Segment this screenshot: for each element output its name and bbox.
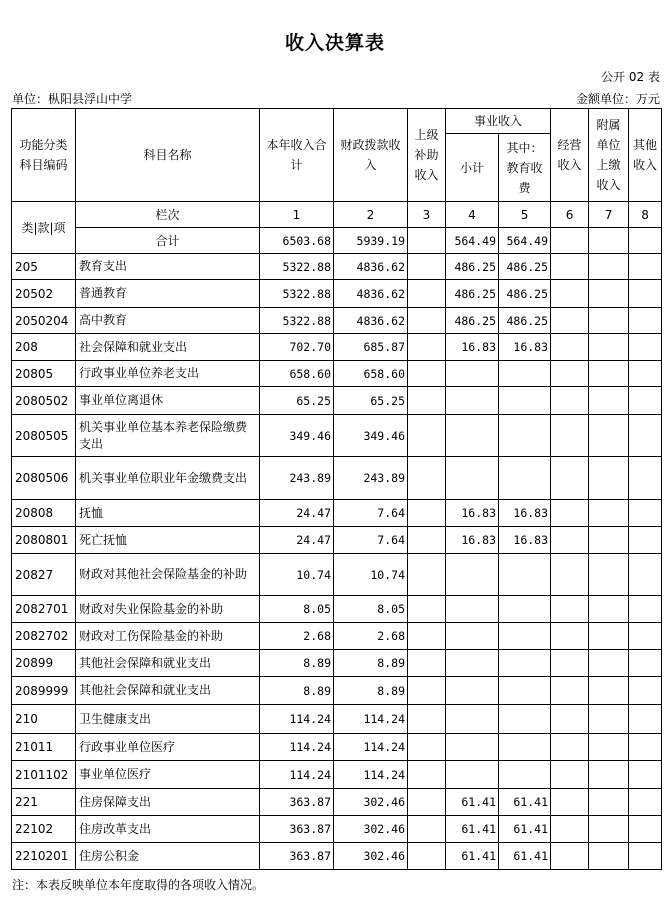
table-row (12, 843, 662, 870)
cell-edu: 16.83 (499, 527, 551, 554)
cell-edu: 61.41 (499, 843, 551, 870)
cell-edu: 16.83 (499, 500, 551, 527)
total-other (629, 228, 662, 254)
total-affiliated (589, 228, 629, 254)
cell-fiscal: 349.46 (334, 415, 408, 457)
cell-affiliated (589, 734, 629, 761)
cell-superior (408, 705, 446, 734)
cell-edu (499, 361, 551, 387)
cell-superior (408, 361, 446, 387)
cell-other (629, 554, 662, 596)
cell-code: 2080502 (12, 387, 76, 415)
cell-total: 363.87 (260, 843, 334, 870)
cell-affiliated (589, 254, 629, 280)
total-label: 合计 (76, 228, 260, 254)
cell-name: 其他社会保障和就业支出 (76, 677, 260, 705)
cell-total: 5322.88 (260, 254, 334, 280)
header-affiliated: 附属单位上缴收入 (589, 109, 629, 202)
total-fiscal: 5939.19 (334, 228, 408, 254)
cell-subtotal (446, 677, 499, 705)
cell-code: 20808 (12, 500, 76, 527)
cell-edu (499, 387, 551, 415)
cell-total: 114.24 (260, 761, 334, 789)
cell-superior (408, 387, 446, 415)
table-row (12, 334, 662, 361)
cell-operating (551, 677, 589, 705)
header-business-edu: 其中：教育收费 (499, 134, 551, 202)
cell-other (629, 623, 662, 650)
cell-total: 65.25 (260, 387, 334, 415)
cell-fiscal: 685.87 (334, 334, 408, 361)
table-row (12, 789, 662, 816)
cell-edu (499, 677, 551, 705)
cell-other (629, 596, 662, 623)
cell-edu (499, 761, 551, 789)
cell-edu: 486.25 (499, 280, 551, 308)
cell-superior (408, 734, 446, 761)
cell-edu: 16.83 (499, 334, 551, 361)
cell-name: 住房保障支出 (76, 789, 260, 816)
column-number: 2 (334, 202, 408, 228)
cell-superior (408, 280, 446, 308)
cell-other (629, 677, 662, 705)
cell-superior (408, 500, 446, 527)
total-superior (408, 228, 446, 254)
cell-subtotal: 16.83 (446, 500, 499, 527)
column-number: 8 (629, 202, 662, 228)
cell-code: 2082701 (12, 596, 76, 623)
cell-code: 2210201 (12, 843, 76, 870)
cell-superior (408, 650, 446, 677)
cell-operating (551, 761, 589, 789)
cell-fiscal: 7.64 (334, 500, 408, 527)
header-business-group: 事业收入 (446, 109, 551, 134)
table-row (12, 650, 662, 677)
cell-total: 363.87 (260, 789, 334, 816)
cell-code: 2101102 (12, 761, 76, 789)
cell-total: 658.60 (260, 361, 334, 387)
cell-total: 5322.88 (260, 280, 334, 308)
form-number: 公开 02 表 (601, 70, 660, 84)
cell-code: 210 (12, 705, 76, 734)
table-row (12, 527, 662, 554)
cell-affiliated (589, 677, 629, 705)
cell-edu (499, 650, 551, 677)
cell-fiscal: 8.89 (334, 650, 408, 677)
cell-subtotal (446, 734, 499, 761)
cell-superior (408, 816, 446, 843)
cell-superior (408, 308, 446, 334)
cell-code: 21011 (12, 734, 76, 761)
cell-name: 住房公积金 (76, 843, 260, 870)
cell-code: 221 (12, 789, 76, 816)
page-title: 收入决算表 (284, 32, 385, 54)
cell-affiliated (589, 554, 629, 596)
cell-other (629, 843, 662, 870)
cell-total: 8.05 (260, 596, 334, 623)
total-operating (551, 228, 589, 254)
cell-fiscal: 4836.62 (334, 280, 408, 308)
cell-affiliated (589, 623, 629, 650)
table-row (12, 596, 662, 623)
column-index-label: 栏次 (76, 202, 260, 228)
cell-name: 机关事业单位基本养老保险缴费支出 (76, 415, 260, 457)
cell-other (629, 761, 662, 789)
column-number: 6 (551, 202, 589, 228)
table-row (12, 254, 662, 280)
cell-other (629, 457, 662, 500)
table-row (12, 361, 662, 387)
cell-name: 财政对失业保险基金的补助 (76, 596, 260, 623)
column-number: 5 (499, 202, 551, 228)
cell-other (629, 500, 662, 527)
cell-name: 行政事业单位养老支出 (76, 361, 260, 387)
cell-fiscal: 4836.62 (334, 254, 408, 280)
cell-total: 243.89 (260, 457, 334, 500)
cell-affiliated (589, 789, 629, 816)
cell-subtotal (446, 361, 499, 387)
cell-affiliated (589, 387, 629, 415)
cell-operating (551, 308, 589, 334)
cell-operating (551, 415, 589, 457)
cell-subtotal: 486.25 (446, 308, 499, 334)
cell-other (629, 415, 662, 457)
cell-name: 事业单位医疗 (76, 761, 260, 789)
cell-subtotal: 486.25 (446, 254, 499, 280)
table-row (12, 500, 662, 527)
cell-operating (551, 254, 589, 280)
cell-subtotal (446, 457, 499, 500)
cell-total: 24.47 (260, 500, 334, 527)
table-row (12, 280, 662, 308)
cell-operating (551, 816, 589, 843)
cell-edu (499, 554, 551, 596)
cell-other (629, 734, 662, 761)
cell-total: 363.87 (260, 816, 334, 843)
cell-name: 教育支出 (76, 254, 260, 280)
cell-operating (551, 789, 589, 816)
total-total: 6503.68 (260, 228, 334, 254)
cell-affiliated (589, 457, 629, 500)
cell-operating (551, 650, 589, 677)
table-row (12, 308, 662, 334)
cell-superior (408, 843, 446, 870)
cell-other (629, 280, 662, 308)
cell-edu: 61.41 (499, 816, 551, 843)
cell-code: 205 (12, 254, 76, 280)
cell-name: 死亡抚恤 (76, 527, 260, 554)
cell-superior (408, 677, 446, 705)
cell-superior (408, 623, 446, 650)
cell-fiscal: 302.46 (334, 789, 408, 816)
cell-total: 349.46 (260, 415, 334, 457)
cell-superior (408, 415, 446, 457)
cell-edu (499, 623, 551, 650)
cell-code: 20502 (12, 280, 76, 308)
cell-affiliated (589, 527, 629, 554)
cell-other (629, 527, 662, 554)
column-number: 7 (589, 202, 629, 228)
cell-subtotal (446, 596, 499, 623)
cell-name: 社会保障和就业支出 (76, 334, 260, 361)
header-fiscal: 财政拨款收入 (334, 109, 408, 202)
cell-subtotal (446, 387, 499, 415)
cell-fiscal: 243.89 (334, 457, 408, 500)
cell-total: 5322.88 (260, 308, 334, 334)
cell-affiliated (589, 308, 629, 334)
footnote: 注：本表反映单位本年度取得的各项收入情况。 (12, 878, 265, 892)
cell-subtotal: 16.83 (446, 334, 499, 361)
cell-code: 2080801 (12, 527, 76, 554)
unit-label: 单位：枞阳县浮山中学 (12, 92, 133, 106)
table-row (12, 623, 662, 650)
table-row (12, 677, 662, 705)
income-table (11, 108, 662, 870)
cell-operating (551, 527, 589, 554)
cell-superior (408, 457, 446, 500)
cell-superior (408, 254, 446, 280)
table-row (12, 734, 662, 761)
cell-operating (551, 334, 589, 361)
cell-code: 2082702 (12, 623, 76, 650)
cell-fiscal: 658.60 (334, 361, 408, 387)
cell-name: 抚恤 (76, 500, 260, 527)
table-row (12, 554, 662, 596)
cell-fiscal: 302.46 (334, 843, 408, 870)
cell-operating (551, 387, 589, 415)
table-row (12, 816, 662, 843)
cell-other (629, 387, 662, 415)
cell-subtotal: 61.41 (446, 843, 499, 870)
header-business-subtotal: 小计 (446, 134, 499, 202)
lei-kuan-xiang-label: 类|款|项 (12, 202, 76, 254)
cell-name: 卫生健康支出 (76, 705, 260, 734)
cell-total: 702.70 (260, 334, 334, 361)
cell-fiscal: 4836.62 (334, 308, 408, 334)
cell-name: 机关事业单位职业年金缴费支出 (76, 457, 260, 500)
cell-other (629, 254, 662, 280)
cell-code: 20805 (12, 361, 76, 387)
cell-affiliated (589, 334, 629, 361)
cell-edu (499, 457, 551, 500)
cell-code: 208 (12, 334, 76, 361)
cell-subtotal (446, 650, 499, 677)
cell-fiscal: 114.24 (334, 761, 408, 789)
header-other: 其他收入 (629, 109, 662, 202)
cell-affiliated (589, 280, 629, 308)
cell-subtotal (446, 761, 499, 789)
table-row (12, 761, 662, 789)
cell-total: 8.89 (260, 650, 334, 677)
cell-affiliated (589, 596, 629, 623)
cell-superior (408, 789, 446, 816)
cell-fiscal: 114.24 (334, 705, 408, 734)
cell-operating (551, 361, 589, 387)
cell-subtotal: 16.83 (446, 527, 499, 554)
cell-other (629, 308, 662, 334)
cell-edu: 486.25 (499, 254, 551, 280)
cell-fiscal: 8.89 (334, 677, 408, 705)
cell-edu (499, 734, 551, 761)
cell-affiliated (589, 761, 629, 789)
cell-superior (408, 334, 446, 361)
cell-affiliated (589, 361, 629, 387)
cell-fiscal: 8.05 (334, 596, 408, 623)
cell-other (629, 816, 662, 843)
total-row (12, 228, 662, 254)
cell-operating (551, 457, 589, 500)
cell-fiscal: 114.24 (334, 734, 408, 761)
cell-affiliated (589, 415, 629, 457)
header-operating: 经营收入 (551, 109, 589, 202)
cell-code: 22102 (12, 816, 76, 843)
cell-operating (551, 280, 589, 308)
cell-total: 10.74 (260, 554, 334, 596)
cell-total: 24.47 (260, 527, 334, 554)
cell-operating (551, 705, 589, 734)
cell-subtotal (446, 554, 499, 596)
cell-operating (551, 734, 589, 761)
cell-name: 住房改革支出 (76, 816, 260, 843)
cell-other (629, 789, 662, 816)
cell-other (629, 705, 662, 734)
header-total: 本年收入合计 (260, 109, 334, 202)
cell-affiliated (589, 843, 629, 870)
cell-name: 行政事业单位医疗 (76, 734, 260, 761)
cell-subtotal: 486.25 (446, 280, 499, 308)
cell-code: 20827 (12, 554, 76, 596)
total-subtotal: 564.49 (446, 228, 499, 254)
cell-affiliated (589, 705, 629, 734)
cell-edu: 486.25 (499, 308, 551, 334)
header-superior: 上级补助收入 (408, 109, 446, 202)
cell-name: 财政对工伤保险基金的补助 (76, 623, 260, 650)
cell-code: 2080505 (12, 415, 76, 457)
cell-subtotal (446, 415, 499, 457)
cell-name: 事业单位离退休 (76, 387, 260, 415)
cell-total: 114.24 (260, 705, 334, 734)
cell-edu (499, 415, 551, 457)
column-number: 4 (446, 202, 499, 228)
cell-total: 2.68 (260, 623, 334, 650)
cell-operating (551, 500, 589, 527)
cell-affiliated (589, 650, 629, 677)
cell-affiliated (589, 816, 629, 843)
cell-operating (551, 843, 589, 870)
cell-fiscal: 65.25 (334, 387, 408, 415)
cell-name: 普通教育 (76, 280, 260, 308)
cell-superior (408, 554, 446, 596)
header-func-code: 功能分类科目编码 (12, 109, 76, 202)
cell-code: 20899 (12, 650, 76, 677)
cell-operating (551, 554, 589, 596)
table-row (12, 457, 662, 500)
table-row (12, 705, 662, 734)
cell-other (629, 361, 662, 387)
cell-superior (408, 761, 446, 789)
cell-name: 其他社会保障和就业支出 (76, 650, 260, 677)
cell-total: 8.89 (260, 677, 334, 705)
cell-superior (408, 596, 446, 623)
cell-subtotal: 61.41 (446, 789, 499, 816)
cell-other (629, 334, 662, 361)
cell-subtotal (446, 705, 499, 734)
cell-code: 2089999 (12, 677, 76, 705)
cell-subtotal: 61.41 (446, 816, 499, 843)
cell-operating (551, 623, 589, 650)
table-row (12, 415, 662, 457)
header-subject-name: 科目名称 (76, 109, 260, 202)
cell-superior (408, 527, 446, 554)
cell-fiscal: 7.64 (334, 527, 408, 554)
cell-code: 2080506 (12, 457, 76, 500)
cell-fiscal: 10.74 (334, 554, 408, 596)
column-number: 3 (408, 202, 446, 228)
cell-name: 财政对其他社会保险基金的补助 (76, 554, 260, 596)
cell-fiscal: 2.68 (334, 623, 408, 650)
cell-affiliated (589, 500, 629, 527)
table-row (12, 387, 662, 415)
money-unit-label: 金额单位：万元 (575, 92, 660, 106)
column-number: 1 (260, 202, 334, 228)
cell-edu: 61.41 (499, 789, 551, 816)
cell-operating (551, 596, 589, 623)
cell-total: 114.24 (260, 734, 334, 761)
cell-edu (499, 596, 551, 623)
cell-other (629, 650, 662, 677)
cell-subtotal (446, 623, 499, 650)
cell-name: 高中教育 (76, 308, 260, 334)
cell-code: 2050204 (12, 308, 76, 334)
total-edu: 564.49 (499, 228, 551, 254)
cell-fiscal: 302.46 (334, 816, 408, 843)
cell-edu (499, 705, 551, 734)
